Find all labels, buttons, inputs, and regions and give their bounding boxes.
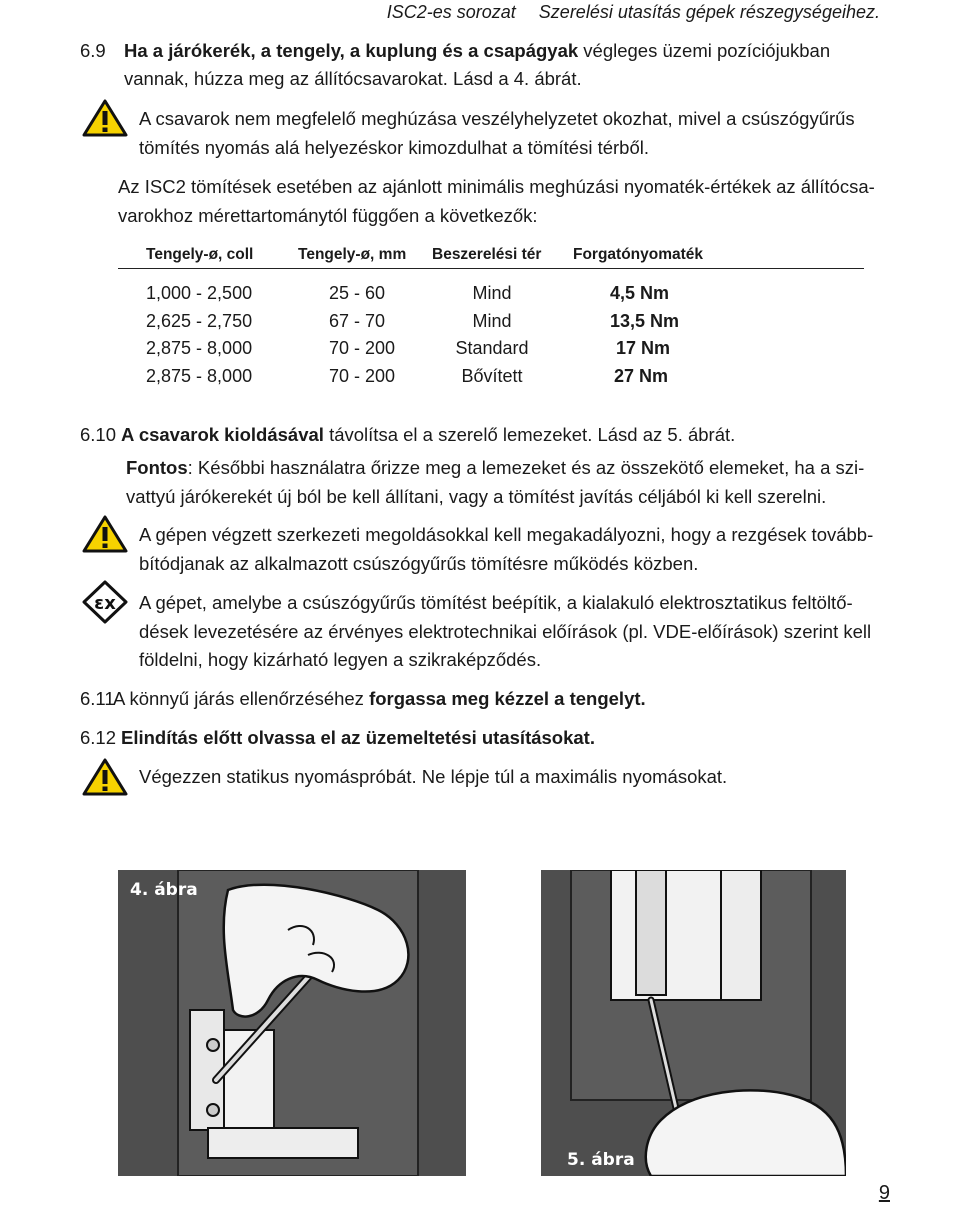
cell-inch: 1,000 - 2,500 — [146, 283, 253, 303]
warning-2-line2: bítódjanak az alkalmazott csúszógyűrűs tömítésre működés közben. — [139, 553, 699, 574]
cell-mm: 67 - 70 — [329, 311, 386, 331]
section-6-9-bold: Ha a járókerék, a tengely, a kuplung és a csapágyak — [124, 40, 579, 61]
explosion-protection-icon — [82, 580, 128, 624]
section-6-10-bold: A csavarok kioldásával — [121, 424, 324, 445]
section-6-12-number: 6.12 — [80, 727, 117, 748]
ex-line2: dések levezetésére az érvényes elektrotechnikai előírások (pl. VDE-előírások) szerint kell — [139, 621, 872, 642]
warning-3-text: Végezzen statikus nyomáspróbát. Ne lépje túl a maximális nyomásokat. — [139, 766, 728, 787]
cell-torque: 27 Nm — [614, 366, 669, 386]
warning-icon — [82, 514, 128, 554]
cell-mm: 70 - 200 — [329, 338, 396, 358]
section-6-12-bold: Elindítás előtt olvassa el az üzemeltetési utasításokat. — [121, 727, 595, 748]
table-row — [0, 311, 960, 339]
section-6-11-plain: A könnyű járás ellenőrzéséhez — [113, 688, 370, 709]
cell-inch: 2,875 - 8,000 — [146, 366, 253, 386]
cell-space: Mind — [472, 283, 512, 303]
section-6-9-rest: végleges üzemi pozíciójukban — [578, 40, 831, 61]
ex-line3: földelni, hogy kizárható legyen a szikraképződés. — [139, 649, 542, 670]
section-6-9-line1 — [124, 36, 830, 65]
fontos-label: Fontos — [126, 457, 188, 478]
figure-4-label: 4. ábra — [130, 880, 198, 900]
ex-line1: A gépet, amelybe a csúszógyűrűs tömítést beépítik, a kialakuló elektrosztatikus feltöltő- — [139, 592, 853, 613]
section-6-11-text — [113, 684, 646, 713]
table-row — [0, 366, 960, 394]
section-6-10-number: 6.10 — [80, 424, 117, 445]
col-torque: Forgatónyomaték — [573, 246, 704, 263]
table-row — [0, 338, 960, 366]
section-6-9-line2: vannak, húzza meg az állítócsavarokat. Lásd a 4. ábrát. — [124, 68, 582, 89]
intro-line1: Az ISC2 tömítések esetében az ajánlott minimális meghúzási nyomaték-értékek az állítócsa- — [118, 176, 875, 197]
cell-torque: 13,5 Nm — [610, 311, 680, 331]
cell-space: Standard — [455, 338, 529, 358]
cell-torque: 4,5 Nm — [610, 283, 670, 303]
fontos-text: : Későbbi használatra őrizze meg a lemezeket és az összekötő elemeket, ha a szi- — [187, 457, 865, 478]
cell-inch: 2,625 - 2,750 — [146, 311, 253, 331]
warning-1-line1: A csavarok nem megfelelő meghúzása veszélyhelyzetet okozhat, mivel a csúszógyűrűs — [139, 108, 855, 129]
figure-4-illustration — [118, 870, 466, 1176]
header-title: Szerelési utasítás gépek részegységeihez. — [538, 2, 880, 22]
table-row — [0, 283, 960, 311]
section-6-9-number: 6.9 — [80, 40, 106, 61]
warning-icon — [82, 757, 128, 797]
warning-2-line1: A gépen végzett szerkezeti megoldásokkal kell megakadályozni, hogy a rezgések tovább- — [139, 524, 874, 545]
figure-5-label: 5. ábra — [567, 1150, 635, 1170]
figure-5 — [541, 870, 846, 1176]
col-install-space: Beszerelési tér — [432, 246, 542, 263]
warning-1-line2: tömítés nyomás alá helyezéskor kimozdulhat a tömítési térből. — [139, 137, 650, 158]
section-6-10-rest: távolítsa el a szerelő lemezeket. Lásd az 5. ábrát. — [323, 424, 736, 445]
col-shaft-mm: Tengely-ø, mm — [298, 246, 407, 263]
cell-mm: 25 - 60 — [329, 283, 386, 303]
page-header — [369, 2, 880, 23]
section-6-11-number: 6.11 — [80, 688, 115, 709]
section-6-11-bold: forgassa meg kézzel a tengelyt. — [369, 688, 646, 709]
col-shaft-inch: Tengely-ø, coll — [146, 246, 254, 263]
page-number: 9 — [878, 1182, 890, 1204]
warning-icon — [82, 98, 128, 138]
figure-5-illustration — [541, 870, 846, 1176]
svg-text:εx: εx — [94, 593, 116, 614]
section-6-10-text — [121, 420, 735, 449]
cell-space: Mind — [472, 311, 512, 331]
cell-torque: 17 Nm — [616, 338, 671, 358]
fontos-line2: vattyú járókerekét új ból be kell állítani, vagy a tömítést javítás céljából ki kell szerelni. — [126, 486, 827, 507]
cell-mm: 70 - 200 — [329, 366, 396, 386]
torque-table-header — [118, 246, 864, 269]
fontos-line1 — [126, 453, 864, 482]
cell-inch: 2,875 - 8,000 — [146, 338, 253, 358]
cell-space: Bővített — [461, 366, 523, 386]
header-series: ISC2-es sorozat — [386, 2, 516, 22]
figure-4 — [118, 870, 466, 1176]
intro-line2: varokhoz mérettartománytól függően a következők: — [118, 205, 538, 226]
